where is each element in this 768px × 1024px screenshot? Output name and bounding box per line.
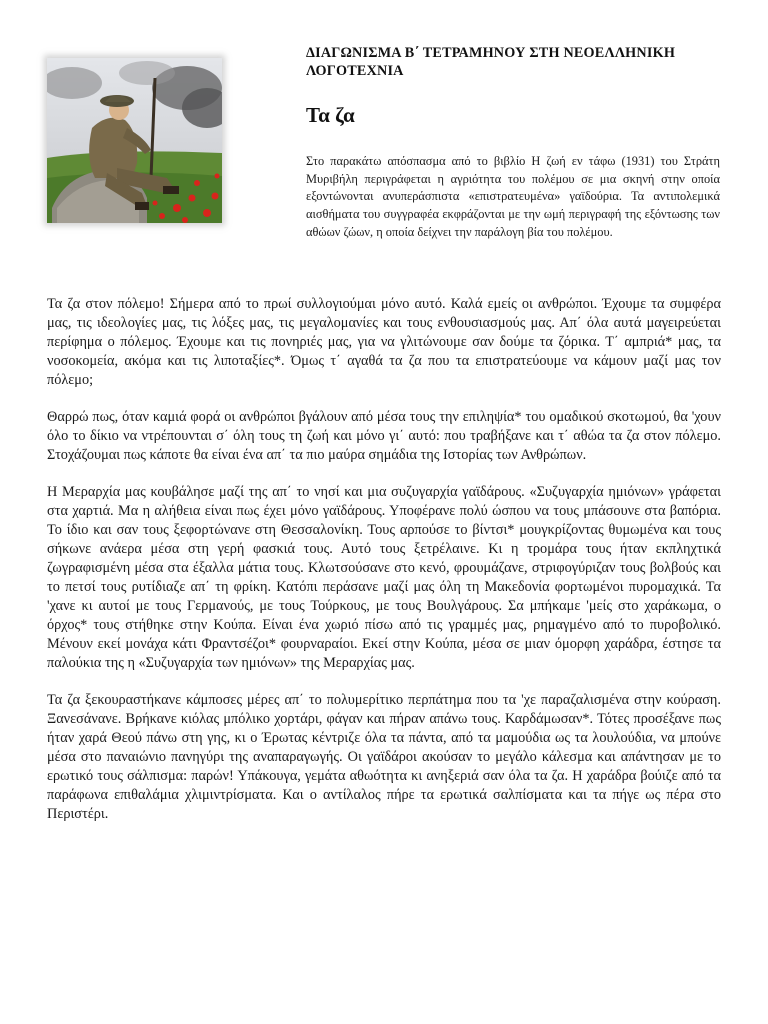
story-text (47, 295, 721, 842)
soldier-illustration (47, 58, 222, 223)
story-paragraph: Θαρρώ πως, όταν καμιά φορά οι ανθρώποι βγάλουν από μέσα τους την επιληψία* του ομαδικού σκοτωμού, θα 'χουν όλο το δίκιο να ντρέπουνται σ΄ όλη τους τη ζωή και μόνο γι΄ αυτό: που τραβήξανε και τ΄ αθώα τα ζα στον πόλεμο. Στοχάζουμαι πως κάποτε θα είναι ένα απ΄ τα πιο μαύρα σημάδια της Ιστορίας των Ανθρώπων. (47, 409, 721, 463)
story-paragraph: Η Μεραρχία μας κουβάλησε μαζί της απ΄ το νησί και μια συζυγαρχία γαϊδάρους. «Συζυγαρχία ημιόνων» γράφεται στα χαρτιά. Μα η αλήθεια είναι πως έχει μόνο γαϊδάρους. Υποφέρανε πολύ ώσπου να τους μπάσουνε στα βαπόρια. Το ίδιο και σαν τους ξεφορτώνανε στη Θεσσαλονίκη. Τους αρπούσε το βίντσι* μουγκρίζοντας θυμωμένα και τους σήκωνε ανάερα μέσα στη γερή φασκιά τους. Αυτό τους ξετρέλαινε. Κι η τρομάρα τους ήταν εκπληχτικά ζωγραφισμένη μέσα στα έξαλλα μάτια τους. Κλωτσούσανε στο κενό, φρουμάζανε, στριφογύριζαν τους βολβούς και το πετσί τους ρυτίδιαζε απ΄ τη φρίκη. Κατόπι περάσανε μαζί μας όλη τη Μακεδονία φορτωμένοι πυρομαχικά. Τα 'χανε κι αυτοί με τους Γερμανούς, με τους Τούρκους, με τους Βουλγάρους. Σα μπήκαμε 'μείς στο χαράκωμα, ο όρχος* τους στήθηκε στην Κούπα. Είναι ένα χωριό πίσω από τις γραμμές μας, ρημαγμένο από το πυροβολικό. Μένουν εκεί μονάχα κάτι Φραντσέζοι* φουρναραίοι. Εκεί στην Κούπα, μέσα σε μιαν όμορφη χαράδρα, έστησε τα παλούκια της η «Συζυγαρχία των ημιόνων» της Μεραρχίας μας. (47, 484, 721, 671)
page-title: Τα ζα (306, 103, 355, 127)
soldier-illustration-icon (47, 58, 222, 223)
intro-paragraph: Στο παρακάτω απόσπασμα από το βιβλίο Η ζωή εν τάφω (1931) του Στράτη Μυριβήλη περιγράφεται η αγριότητα του πολέμου σε μια σκηνή στην οποία εξοντώνονται ανυπεράσπιστα «επιστρατευμένα» γαϊδούρια. Τα αντιπολεμικά αισθήματα του συγγραφέα εκφράζονται με την ωμή περιγραφή της εξόντωσης των αθώων ζώων, η οποία δείχνει την παράλογη βία του πολέμου. (306, 154, 720, 239)
story-paragraph: Τα ζα ξεκουραστήκανε κάμποσες μέρες απ΄ το πολυμερίτικο περπάτημα που τα 'χε παραζαλισμένα στην κούραση. Ξανεσάνανε. Βρήκανε κιόλας μπόλικο χορτάρι, φάγαν και πήραν απάνω τους. Καρδάμωσαν*. Τότες προσέξανε πως ήταν χαρά Θεού πάνω στη γης, κι ο Έρωτας κέντριζε όλα τα πάντα, από τα μαμούδια ως τα λουλούδια, να μπούνε μέσα στο παναιώνιο πανηγύρι της αναπαραγωγής. Οι γαϊδάροι ακούσαν το μεγάλο κάλεσμα και απάντησαν με το ερωτικό τους σάλπισμα: παρών! Υπάκουγα, γεμάτα αθωότητα κι ανηξεριά σαν όλα τα ζα. Η χαράδρα βούιζε από τα παράφωνα επιθαλάμια χλιμιντρίσματα. Και ο αντίλαλος πήρε τα ερωτικά σαλπίσματα και τα πήγε ως πέρα στο Περιστέρι. (47, 692, 721, 822)
exam-heading: ΔΙΑΓΩΝΙΣΜΑ Β΄ ΤΕΤΡΑΜΗΝΟΥ ΣΤΗ ΝΕΟΕΛΛΗΝΙΚΗ ΛΟΓΟΤΕΧΝΙΑ (306, 45, 676, 79)
story-paragraph: Τα ζα στον πόλεμο! Σήμερα από το πρωί συλλογιούμαι μόνο αυτό. Καλά εμείς οι ανθρώποι. Έχουμε τα συμφέρα μας, τις ιδεολογίες μας, τις λόξες μας, τις μεγαλομανίες και τους ενθουσιασμούς μας. Απ΄ όλα αυτά μαγειρεύεται περίφημα ο πόλεμος. Έχουμε και τις πονηριές μας, για να γλιτώνουμε σαν δούμε τα ζόρικα. Τ΄ αμπριά* μας, τα νοσοκομεία, ακόμα και τις λιποταξίες*. Όμως τ΄ αγαθά τα ζα που τα επιστρατεύουμε να κάμουν μαζί μας τον πόλεμο; (47, 296, 721, 388)
